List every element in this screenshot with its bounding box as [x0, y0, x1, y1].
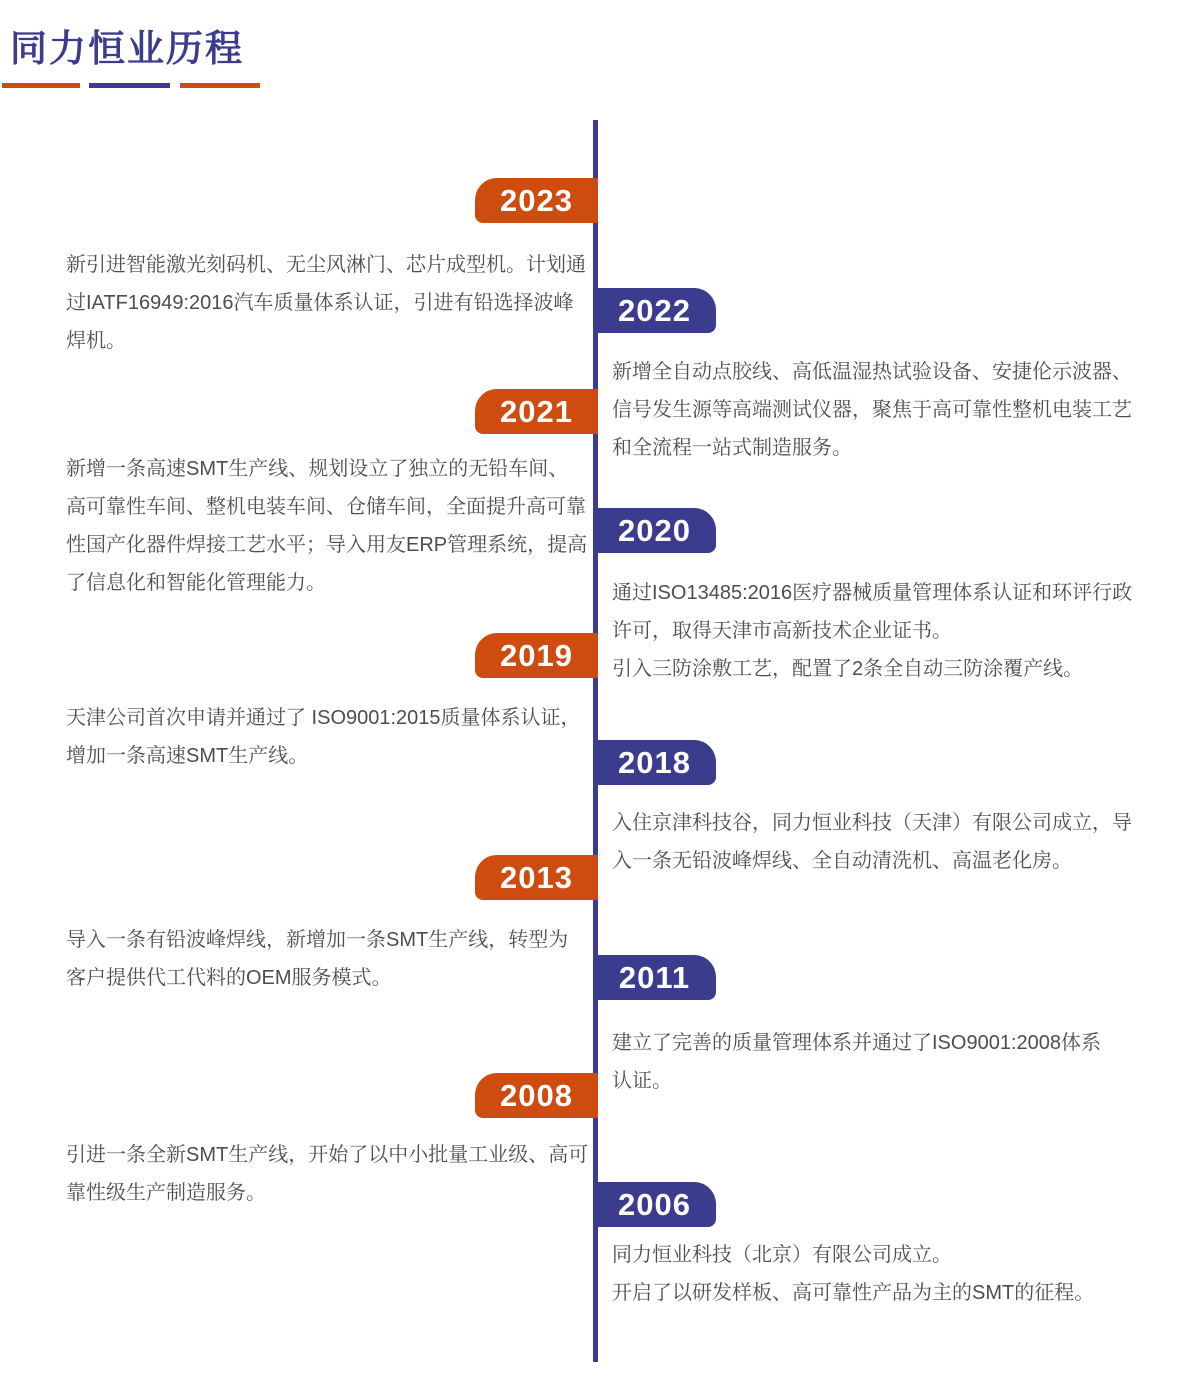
year-badge-2023: 2023 — [475, 178, 598, 223]
timeline-desc-2006 — [612, 1236, 1142, 1312]
desc-line: 增加一条高速SMT生产线。 — [66, 745, 309, 767]
desc-line: 新增全自动点胶线、高低温湿热试验设备、安捷伦示波器、 — [612, 361, 1132, 383]
desc-line: 引入三防涂敷工艺，配置了2条全自动三防涂覆产线。 — [612, 658, 1084, 680]
timeline-desc-2011 — [612, 1024, 1142, 1100]
page-title: 同力恒业历程 — [10, 28, 244, 69]
desc-line: 靠性级生产制造服务。 — [66, 1182, 266, 1204]
timeline-desc-2008 — [66, 1136, 596, 1212]
year-badge-2013: 2013 — [475, 855, 598, 900]
desc-line: 同力恒业科技（北京）有限公司成立。 — [612, 1244, 952, 1266]
desc-line: 入住京津科技谷，同力恒业科技（天津）有限公司成立，导 — [612, 812, 1132, 834]
desc-line: 了信息化和智能化管理能力。 — [66, 572, 326, 594]
timeline-desc-2022 — [612, 353, 1142, 467]
desc-line: 导入一条有铅波峰焊线，新增加一条SMT生产线，转型为 — [66, 929, 569, 951]
year-badge-2008: 2008 — [475, 1073, 598, 1118]
desc-line: 许可，取得天津市高新技术企业证书。 — [612, 620, 952, 642]
year-badge-2006: 2006 — [593, 1182, 716, 1227]
timeline-desc-2023 — [66, 246, 596, 360]
desc-line: 焊机。 — [66, 330, 126, 352]
desc-line: 通过ISO13485:2016医疗器械质量管理体系认证和环评行政 — [612, 582, 1133, 604]
year-badge-2019: 2019 — [475, 633, 598, 678]
desc-line: 和全流程一站式制造服务。 — [612, 437, 852, 459]
year-badge-2021: 2021 — [475, 389, 598, 434]
desc-line: 新引进智能激光刻码机、无尘风淋门、芯片成型机。计划通 — [66, 254, 586, 276]
timeline-desc-2013 — [66, 921, 596, 997]
desc-line: 开启了以研发样板、高可靠性产品为主的SMT的征程。 — [612, 1282, 1095, 1304]
desc-line: 性国产化器件焊接工艺水平；导入用友ERP管理系统，提高 — [66, 534, 588, 556]
desc-line: 认证。 — [612, 1070, 672, 1092]
title-accent-bar-orange-1 — [2, 83, 80, 88]
title-accent-bar-orange-2 — [180, 83, 260, 88]
desc-line: 引进一条全新SMT生产线，开始了以中小批量工业级、高可 — [66, 1144, 589, 1166]
desc-line: 天津公司首次申请并通过了 ISO9001:2015质量体系认证， — [66, 707, 581, 729]
desc-line: 信号发生源等高端测试仪器，聚焦于高可靠性整机电装工艺 — [612, 399, 1132, 421]
timeline-desc-2020 — [612, 574, 1142, 688]
timeline-desc-2021 — [66, 450, 596, 602]
year-badge-2011: 2011 — [593, 955, 716, 1000]
desc-line: 高可靠性车间、整机电装车间、仓储车间，全面提升高可靠 — [66, 496, 586, 518]
timeline-desc-2018 — [612, 804, 1142, 880]
year-badge-2018: 2018 — [593, 740, 716, 785]
timeline-desc-2019 — [66, 699, 596, 775]
year-badge-2020: 2020 — [593, 508, 716, 553]
desc-line: 建立了完善的质量管理体系并通过了ISO9001:2008体系 — [612, 1032, 1101, 1054]
desc-line: 客户提供代工代料的OEM服务模式。 — [66, 967, 392, 989]
desc-line: 过IATF16949:2016汽车质量体系认证，引进有铅选择波峰 — [66, 292, 574, 314]
desc-line: 新增一条高速SMT生产线、规划设立了独立的无铅车间、 — [66, 458, 569, 480]
year-badge-2022: 2022 — [593, 288, 716, 333]
title-accent-bar-blue — [89, 83, 170, 88]
desc-line: 入一条无铅波峰焊线、全自动清洗机、高温老化房。 — [612, 850, 1072, 872]
